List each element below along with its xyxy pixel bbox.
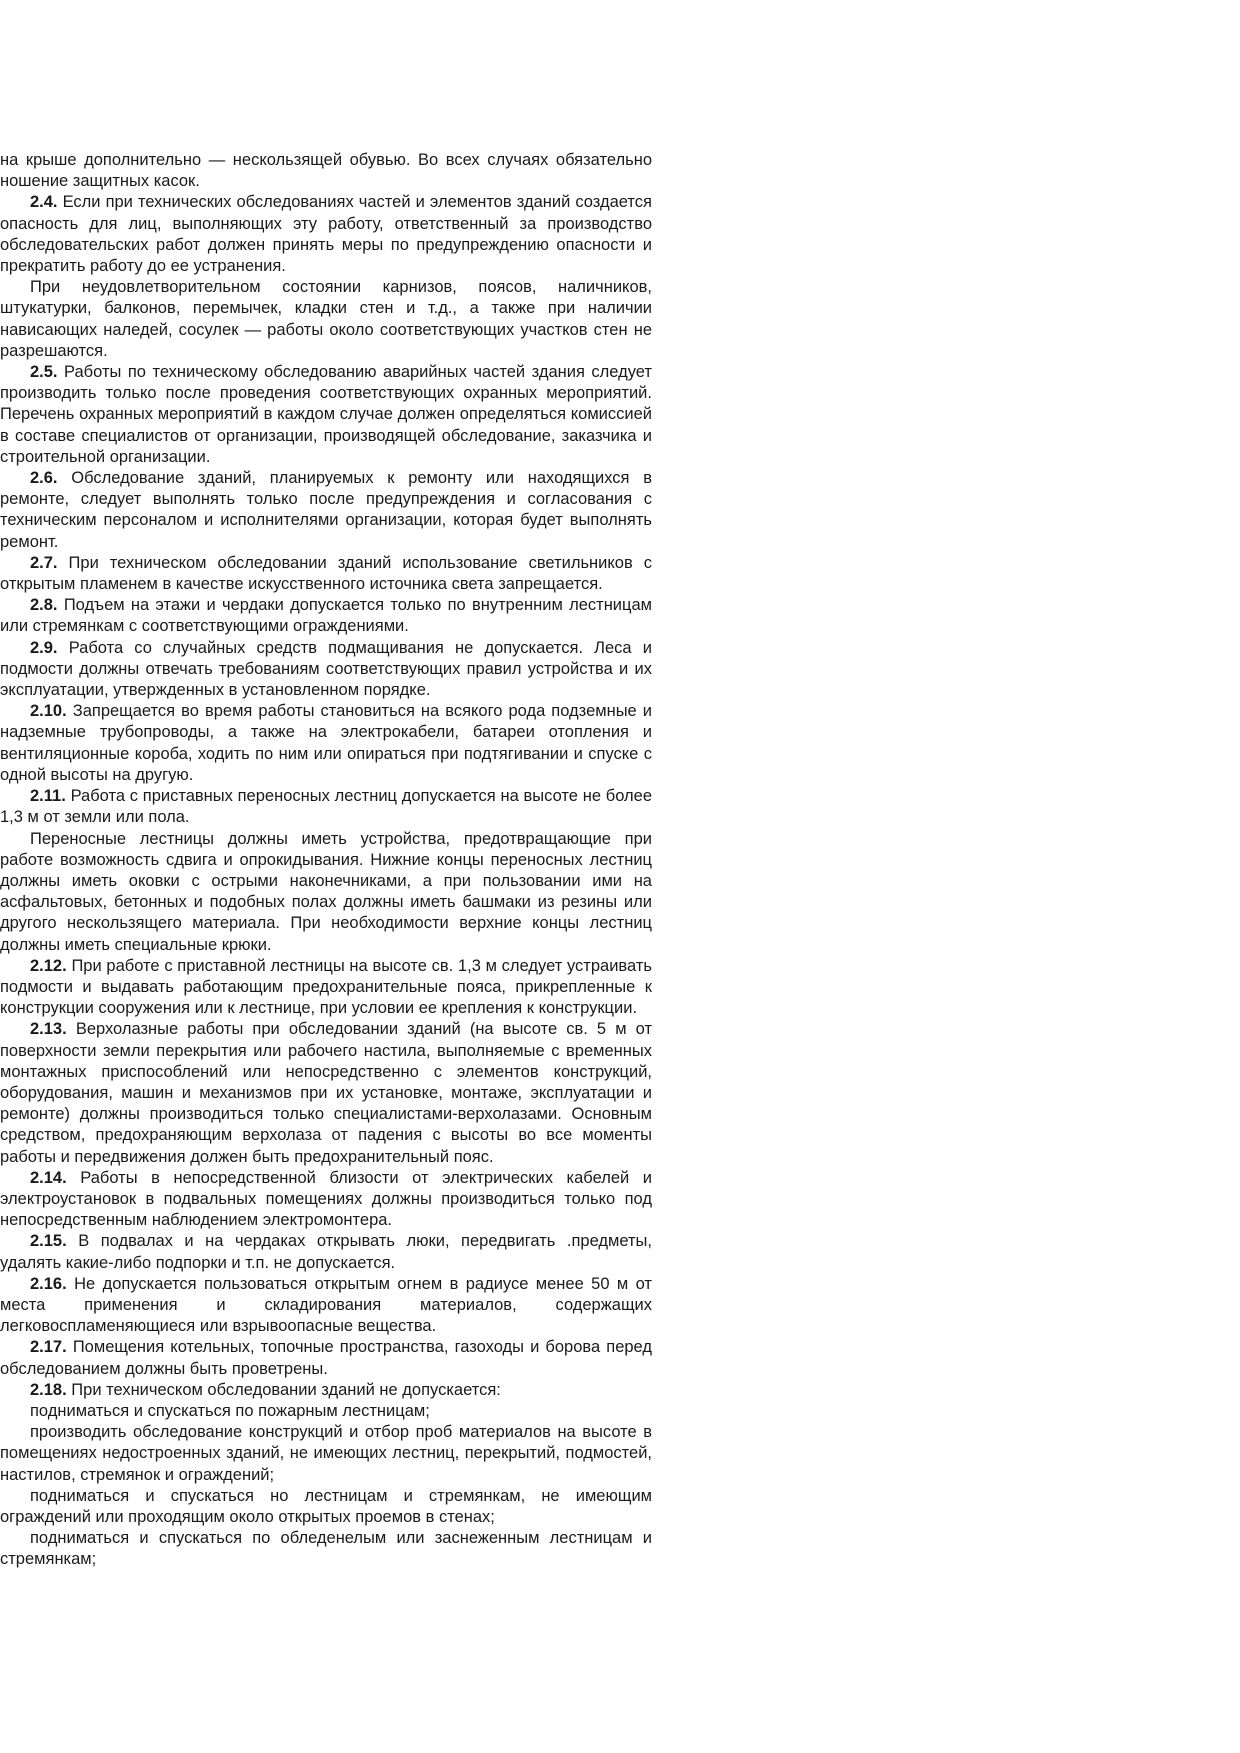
clause-number: 2.12. bbox=[30, 956, 67, 975]
clause-2-6 bbox=[0, 468, 652, 553]
paragraph-text: Подъем на этажи и чердаки допускается только по внутренним лестницам или стремянкам с соответствующими ограждениями. bbox=[0, 596, 652, 636]
paragraph-text: на крыше дополнительно — нескользящей обувью. Во всех случаях обязательно ношение защитных касок. bbox=[0, 151, 652, 191]
document-page bbox=[0, 150, 652, 1571]
paragraph-continuation bbox=[0, 150, 652, 192]
clause-number: 2.5. bbox=[30, 363, 58, 382]
paragraph-text: При работе с приставной лестницы на высоте св. 1,3 м следует устраивать подмости и выдавать работающим предохранительные пояса, прикрепленные к конструкции сооружения или к лестнице, при условии ее крепления к конструкции. bbox=[0, 956, 652, 1018]
clause-2-5 bbox=[0, 362, 652, 468]
paragraph-text: При техническом обследовании зданий не допускается: bbox=[71, 1380, 501, 1399]
list-item bbox=[0, 1422, 652, 1486]
clause-2-17 bbox=[0, 1337, 652, 1379]
paragraph-text: Не допускается пользоваться открытым огнем в радиусе менее 50 м от места применения и складирования материалов, содержащих легковоспламеняющиеся или взрывоопасные вещества. bbox=[0, 1274, 652, 1336]
paragraph-text: Помещения котельных, топочные пространства, газоходы и борова перед обследованием должны быть проветрены. bbox=[0, 1338, 652, 1378]
clause-number: 2.17. bbox=[30, 1338, 67, 1357]
clause-2-14 bbox=[0, 1168, 652, 1232]
paragraph-text: Работы по техническому обследованию аварийных частей здания следует производить только после проведения соответствующих охранных мероприятий. Перечень охранных мероприятий в каждом случае должен определяться комиссией в составе специалистов от организации, производящей обследование, заказчика и строительной организации. bbox=[0, 363, 652, 466]
paragraph-text: Если при технических обследованиях частей и элементов зданий создается опасность для лиц, выполняющих эту работу, ответственный за производство обследовательских работ должен принять меры по предупреждению опасности и прекратить работу до ее устранения. bbox=[0, 193, 652, 276]
paragraph-text: Работа со случайных средств подмащивания не допускается. Леса и подмости должны отвечать требованиям соответствующих правил устройства и их эксплуатации, утвержденных в установленном порядке. bbox=[0, 638, 652, 700]
paragraph-text: производить обследование конструкций и отбор проб материалов на высоте в помещениях недостроенных зданий, не имеющих лестниц, перекрытий, подмостей, настилов, стремянок и ограждений; bbox=[0, 1423, 652, 1484]
clause-number: 2.14. bbox=[30, 1168, 67, 1187]
clause-2-4 bbox=[0, 192, 652, 277]
clause-2-15 bbox=[0, 1231, 652, 1273]
paragraph-text: При техническом обследовании зданий использование светильников с открытым пламенем в качестве искусственного источника света запрещается. bbox=[0, 553, 652, 594]
clause-2-13 bbox=[0, 1019, 652, 1167]
paragraph bbox=[0, 829, 652, 956]
list-item bbox=[0, 1528, 652, 1570]
list-item bbox=[0, 1486, 652, 1528]
clause-2-10 bbox=[0, 701, 652, 786]
paragraph-text: подниматься и спускаться по пожарным лестницам; bbox=[30, 1401, 430, 1420]
clause-number: 2.9. bbox=[30, 638, 58, 657]
list-item bbox=[0, 1401, 652, 1422]
clause-number: 2.7. bbox=[30, 553, 58, 572]
paragraph-text: Переносные лестницы должны иметь устройства, предотвращающие при работе возможность сдвига и опрокидывания. Нижние концы переносных лестниц должны иметь оковки с острыми наконечниками, а при пользовании ими на асфальтовых, бетонных и подобных полах должны иметь башмаки из резины или другого нескользящего материала. При необходимости верхние концы лестниц должны иметь специальные крюки. bbox=[0, 829, 652, 954]
clause-number: 2.6. bbox=[30, 469, 58, 488]
clause-number: 2.18. bbox=[30, 1380, 67, 1399]
clause-2-8 bbox=[0, 595, 652, 637]
clause-2-12 bbox=[0, 956, 652, 1020]
paragraph-text: подниматься и спускаться но лестницам и стремянкам, не имеющим ограждений или проходящим около открытых проемов в стенах; bbox=[0, 1486, 652, 1526]
paragraph-text: Обследование зданий, планируемых к ремонту или находящихся в ремонте, следует выполнять только после предупреждения и согласования с техническим персоналом и исполнителями организации, которая будет выполнять ремонт. bbox=[0, 469, 652, 551]
clause-number: 2.16. bbox=[30, 1274, 67, 1293]
clause-2-16 bbox=[0, 1274, 652, 1338]
paragraph-text: подниматься и спускаться по обледенелым или заснеженным лестницам и стремянкам; bbox=[0, 1529, 652, 1569]
clause-2-11 bbox=[0, 786, 652, 828]
paragraph-text: Работа с приставных переносных лестниц допускается на высоте не более 1,3 м от земли или пола. bbox=[0, 787, 652, 827]
paragraph-text: При неудовлетворительном состоянии карнизов, поясов, наличников, штукатурки, балконов, перемычек, кладки стен и т.д., а также при наличии нависающих наледей, сосулек — работы около соответствующих участков стен не разрешаются. bbox=[0, 278, 652, 360]
paragraph-text: Верхолазные работы при обследовании зданий (на высоте св. 5 м от поверхности земли перекрытия или рабочего настила, выполняемые с временных монтажных приспособлений или непосредственно с элементов конструкций, оборудования, машин и механизмов при их установке, монтаже, эксплуатации и ремонте) должны производиться только специалистами-верхолазами. Основным средством, предохраняющим верхолаза от падения с высоты во все моменты работы и передвижения должен быть предохранительный пояс. bbox=[0, 1020, 653, 1166]
clause-number: 2.15. bbox=[30, 1232, 67, 1251]
clause-2-7 bbox=[0, 553, 652, 595]
clause-number: 2.4. bbox=[30, 193, 58, 212]
clause-number: 2.8. bbox=[30, 596, 58, 615]
clause-number: 2.10. bbox=[30, 702, 67, 721]
clause-number: 2.13. bbox=[30, 1020, 67, 1039]
paragraph-text: В подвалах и на чердаках открывать люки, передвигать .предметы, удалять какие-либо подпорки и т.п. не допускается. bbox=[0, 1232, 652, 1272]
paragraph-text: Работы в непосредственной близости от электрических кабелей и электроустановок в подвальных помещениях должны производиться только под непосредственным наблюдением электромонтера. bbox=[0, 1168, 652, 1230]
clause-number: 2.11. bbox=[30, 787, 66, 806]
clause-2-18 bbox=[0, 1380, 652, 1401]
clause-2-9 bbox=[0, 638, 652, 702]
paragraph bbox=[0, 277, 652, 362]
paragraph-text: Запрещается во время работы становиться на всякого рода подземные и надземные трубопроводы, а также на электрокабели, батареи отопления и вентиляционные короба, ходить по ним или опираться при подтягивании и спуске с одной высоты на другую. bbox=[0, 702, 652, 784]
